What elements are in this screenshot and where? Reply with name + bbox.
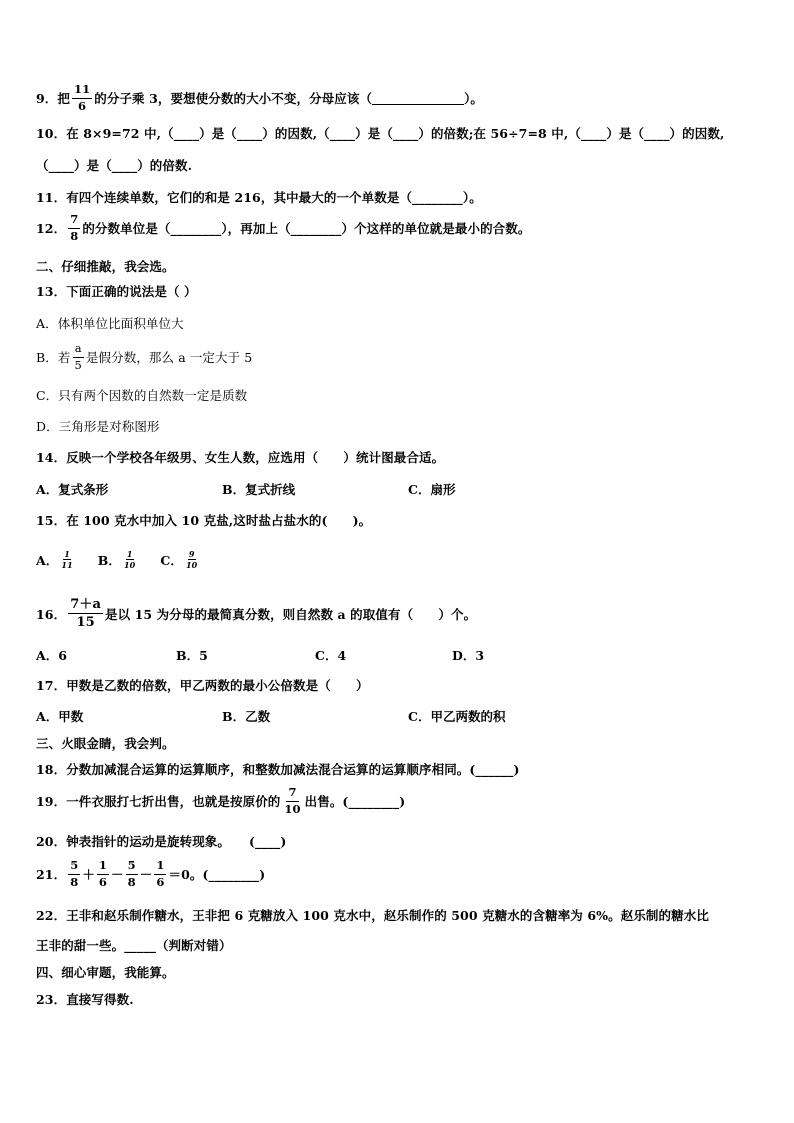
q15-c-num: 9 [188, 549, 195, 559]
q15-option-b-label: B． [97, 552, 122, 568]
q14-option-a: A．复式条形 [36, 482, 109, 497]
q21-f2-num: 1 [97, 860, 109, 875]
q9-frac-num: 11 [72, 84, 92, 99]
section-3-heading: 三、火眼金睛，我会判。 [36, 736, 175, 751]
q21-end: ＝0。(________) [168, 867, 266, 882]
q21-f2-den: 6 [98, 874, 108, 889]
q19-frac-den: 10 [284, 801, 301, 816]
question-16 [36, 598, 476, 629]
q9-frac-den: 6 [78, 98, 87, 113]
q17-option-a: A．甲数 [36, 709, 84, 724]
q21-f3-den: 8 [127, 874, 136, 889]
question-23: 23．直接写得数. [36, 992, 134, 1007]
q17-option-b: B．乙数 [222, 709, 271, 724]
q21-fraction-3 [126, 860, 138, 888]
question-12 [36, 214, 530, 242]
question-22-line-2: 王非的甜一些。_____（判断对错） [36, 938, 232, 953]
q16-frac-den: 15 [76, 615, 95, 630]
q13-b-prefix: B．若 [36, 350, 71, 365]
q19-frac-num: 7 [286, 787, 298, 802]
q16-text: 是以 15 为分母的最简真分数，则自然数 a 的取值有（ ）个。 [104, 606, 477, 622]
q21-op-3: － [139, 867, 153, 882]
q15-option-b-fraction [123, 550, 136, 569]
q9-fraction [72, 84, 92, 112]
q13-b-frac-num: a [73, 343, 84, 358]
q17-options [36, 707, 736, 725]
q14-option-c: C．扇形 [408, 482, 456, 497]
q19-text: 19．一件衣服打七折出售，也就是按原价的 [36, 794, 281, 809]
q21-fraction-4 [154, 860, 166, 888]
question-11: 11．有四个连续单数，它们的和是 216，其中最大的一个单数是（________）。 [36, 190, 482, 205]
q12-frac-num: 7 [68, 214, 80, 229]
q21-op-2: － [111, 867, 124, 882]
q13-option-d: D．三角形是对称图形 [36, 419, 160, 434]
question-20: 20．钟表指针的运动是旋转现象。 (____) [36, 834, 287, 849]
q9-answer-blank[interactable] [372, 92, 464, 105]
q15-option-c-fraction [185, 550, 198, 569]
section-4-heading: 四、细心审题，我能算。 [36, 965, 175, 980]
q15-option-a-label: A． [36, 552, 59, 568]
question-10-line-1: 10．在 8×9=72 中,（____）是（____）的因数,（____）是（____）的倍数;在 56÷7=8 中,（____）是（____）的因数, [36, 126, 725, 141]
q15-option-a-fraction [60, 550, 73, 569]
question-18: 18．分数加减混合运算的运算顺序，和整数加减法混合运算的运算顺序相同。(______) [36, 762, 520, 777]
q12-fraction [68, 214, 80, 242]
q12-prefix: 12． [36, 221, 67, 236]
q9-end: ）。 [464, 91, 484, 106]
question-22-line-1: 22．王非和赵乐制作糖水，王非把 6 克糖放入 100 克水中，赵乐制作的 500 克糖水的含糖率为 6%。赵乐制的糖水比 [36, 908, 709, 923]
q13-b-text: 是假分数，那么 a 一定大于 5 [85, 350, 253, 365]
q16-frac-num: 7＋a [70, 597, 101, 612]
q14-option-b: B．复式折线 [222, 482, 296, 497]
q15-b-den: 10 [124, 560, 136, 570]
q13-b-fraction [73, 343, 84, 371]
q13-b-frac-den: 5 [74, 357, 82, 372]
q13-option-c: C．只有两个因数的自然数一定是质数 [36, 388, 248, 403]
q19-fraction [282, 787, 302, 815]
q21-prefix: 21． [36, 867, 67, 882]
q15-a-num: 1 [64, 549, 70, 559]
q14-options [36, 480, 736, 498]
q21-f4-num: 1 [154, 860, 166, 875]
q15-option-c-label: C． [160, 552, 184, 568]
q16-options [36, 646, 736, 664]
question-21 [36, 860, 265, 888]
q13-option-a: A．体积单位比面积单位大 [36, 316, 184, 331]
q16-option-a: A．6 [36, 648, 67, 663]
q9-prefix: 9．把 [36, 91, 70, 106]
q16-option-d: D．3 [452, 648, 485, 663]
q16-fraction [68, 598, 103, 629]
question-13-stem: 13．下面正确的说法是（ ） [36, 284, 197, 299]
question-9 [36, 84, 483, 112]
q21-op-1: ＋ [82, 867, 95, 882]
q21-f3-num: 5 [126, 860, 138, 875]
q9-text: 的分子乘 3，要想使分数的大小不变，分母应该（ [94, 91, 373, 106]
question-10-line-2: （____）是（____）的倍数. [36, 158, 193, 173]
q15-options [36, 550, 200, 569]
q15-c-den: 10 [186, 560, 198, 570]
q15-b-num: 1 [126, 549, 133, 559]
q16-option-c: C．4 [315, 648, 347, 663]
q15-a-den: 11 [61, 560, 73, 570]
question-17-stem: 17．甲数是乙数的倍数，甲乙两数的最小公倍数是（ ） [36, 678, 369, 693]
question-15-stem: 15．在 100 克水中加入 10 克盐,这时盐占盐水的( )。 [36, 513, 372, 528]
q12-frac-den: 8 [70, 228, 79, 243]
q21-fraction-2 [97, 860, 109, 888]
question-14-stem: 14．反映一个学校各年级男、女生人数，应选用（ ）统计图最合适。 [36, 450, 445, 465]
q13-option-b [36, 343, 252, 371]
q16-prefix: 16． [36, 606, 67, 622]
q21-f1-den: 8 [70, 874, 79, 889]
q19-end: 出售。(________) [304, 794, 406, 809]
q21-f1-num: 5 [68, 860, 80, 875]
q12-text: 的分数单位是（________），再加上（________）个这样的单位就是最小的合数。 [82, 221, 531, 236]
q16-option-b: B．5 [176, 648, 208, 663]
q21-f4-den: 6 [156, 874, 165, 889]
q17-option-c: C．甲乙两数的积 [408, 709, 506, 724]
q21-fraction-1 [68, 860, 80, 888]
section-2-heading: 二、仔细推敲，我会选。 [36, 259, 175, 274]
question-19 [36, 787, 405, 815]
